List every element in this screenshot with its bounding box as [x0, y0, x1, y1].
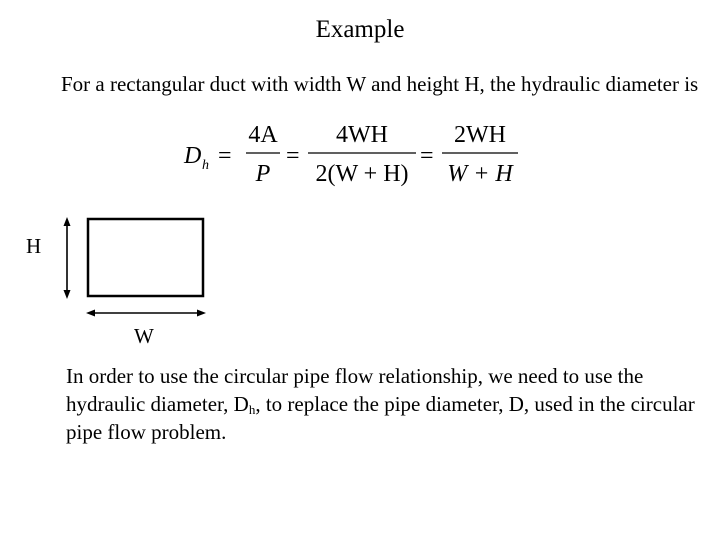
eq-equals-2: =: [286, 143, 300, 169]
intro-text: For a rectangular duct with width W and height H, the hydraulic diameter is: [61, 72, 699, 96]
frac1-denominator: P: [255, 161, 271, 187]
explanation-paragraph: [66, 362, 706, 446]
frac2-numerator: 4WH: [336, 122, 388, 148]
paragraph-subscript: h: [248, 402, 256, 417]
height-dimension-arrow: [64, 217, 71, 299]
height-label: H: [26, 234, 42, 258]
frac1-numerator: 4A: [248, 122, 278, 148]
duct-cross-section-diagram: [22, 213, 212, 353]
frac3-denominator: W + H: [447, 161, 513, 187]
paragraph-text-2: , to replace the pipe diameter, D, used in the circular pipe flow problem.: [66, 392, 695, 444]
frac3-numerator: 2WH: [454, 122, 506, 148]
eq-lhs-sub: h: [202, 158, 209, 173]
paragraph-text-1: In order to use the circular pipe flow relationship, we need to use the hydraulic diameter, D: [66, 364, 644, 416]
frac2-denominator: 2(W + H): [315, 161, 409, 187]
width-label: W: [134, 324, 154, 348]
hydraulic-diameter-equation: [180, 120, 525, 192]
eq-equals-1: =: [218, 143, 232, 169]
eq-lhs: D: [184, 143, 202, 169]
eq-equals-3: =: [420, 143, 434, 169]
slide-title: Example: [315, 16, 405, 43]
duct-rectangle: [88, 219, 203, 296]
width-dimension-arrow: [86, 310, 206, 317]
